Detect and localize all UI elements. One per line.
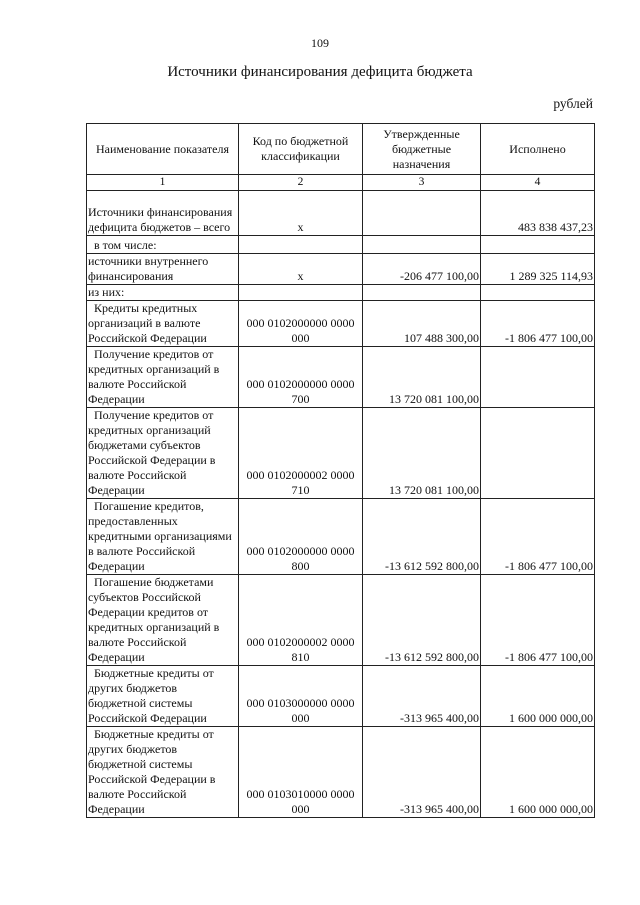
row-executed [481,347,595,408]
row-name-text: Кредиты кредитных организаций в валюте Российской Федерации [88,301,207,345]
table-row [87,254,595,285]
table-row [87,236,595,254]
row-name [87,727,239,818]
row-name: Источники финансирования дефицита бюджетов – всего [87,191,239,236]
table-row [87,575,595,666]
financing-sources-table [86,123,595,818]
header-budget-code: Код по бюджетной классификации [239,124,363,175]
row-approved [363,191,481,236]
header-approved: Утвержденные бюджетные назначения [363,124,481,175]
row-name [87,408,239,499]
row-name-text: Бюджетные кредиты от других бюджетов бюджетной системы Российской Федерации [88,666,214,725]
row-name: из них: [87,285,239,301]
table-row [87,727,595,818]
row-name-text: в том числе: [94,238,157,252]
document-title: Источники финансирования дефицита бюджета [167,64,473,80]
row-name [87,236,239,254]
row-code: 000 0103010000 0000 000 [239,727,363,818]
header-executed: Исполнено [481,124,595,175]
row-executed: -1 806 477 100,00 [481,575,595,666]
row-approved: -13 612 592 800,00 [363,575,481,666]
row-name-text: Получение кредитов от кредитных организаций в валюте Российской Федерации [88,347,220,406]
row-code: 000 0102000002 0000 710 [239,408,363,499]
table-row [87,408,595,499]
column-number-row [87,175,595,191]
row-name-text: Погашение кредитов, предоставленных кредитными организациями в валюте Российской Федерации [88,499,232,573]
row-approved: -13 612 592 800,00 [363,499,481,575]
row-code [239,285,363,301]
row-name [87,666,239,727]
row-code [239,236,363,254]
row-executed [481,236,595,254]
column-number: 3 [363,175,481,191]
row-name [87,347,239,408]
units-label: рублей [553,96,593,111]
column-number: 4 [481,175,595,191]
row-approved: -206 477 100,00 [363,254,481,285]
row-executed: 1 600 000 000,00 [481,666,595,727]
page-number: 109 [311,36,329,50]
row-name: источники внутреннего финансирования [87,254,239,285]
row-executed: -1 806 477 100,00 [481,499,595,575]
row-name [87,301,239,347]
row-approved [363,236,481,254]
row-approved: 13 720 081 100,00 [363,408,481,499]
row-code: 000 0103000000 0000 000 [239,666,363,727]
row-executed: 483 838 437,23 [481,191,595,236]
row-approved [363,285,481,301]
row-code: 000 0102000000 0000 000 [239,301,363,347]
row-name [87,575,239,666]
table-row [87,285,595,301]
column-number: 2 [239,175,363,191]
row-code: x [239,254,363,285]
row-executed: 1 289 325 114,93 [481,254,595,285]
row-executed [481,285,595,301]
table-row [87,347,595,408]
row-executed: -1 806 477 100,00 [481,301,595,347]
row-name-text: Бюджетные кредиты от других бюджетов бюджетной системы Российской Федерации в валюте Российской Федерации [88,727,216,816]
row-code: 000 0102000000 0000 700 [239,347,363,408]
row-approved: -313 965 400,00 [363,666,481,727]
row-approved: 13 720 081 100,00 [363,347,481,408]
row-name [87,499,239,575]
table-row [87,499,595,575]
row-approved: 107 488 300,00 [363,301,481,347]
row-executed: 1 600 000 000,00 [481,727,595,818]
table-header-row [87,124,595,175]
row-approved: -313 965 400,00 [363,727,481,818]
header-indicator-name: Наименование показателя [87,124,239,175]
row-code: 000 0102000000 0000 800 [239,499,363,575]
table-row [87,191,595,236]
row-executed [481,408,595,499]
row-name-text: Получение кредитов от кредитных организаций бюджетами субъектов Российской Федерации в валюте Российской Федерации [88,408,216,497]
row-name-text: Погашение бюджетами субъектов Российской Федерации кредитов от кредитных организаций в валюте Российской Федерации [88,575,220,664]
column-number: 1 [87,175,239,191]
table-row [87,301,595,347]
row-code: 000 0102000002 0000 810 [239,575,363,666]
row-code: x [239,191,363,236]
table-row [87,666,595,727]
